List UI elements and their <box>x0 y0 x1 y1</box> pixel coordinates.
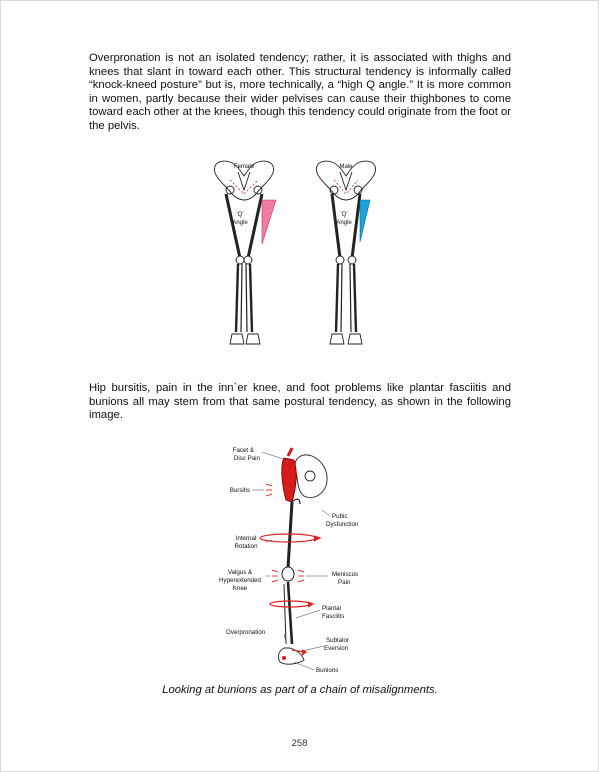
male-label: Male <box>339 164 353 170</box>
q-angle-figure <box>200 150 400 352</box>
label-bursitis: Bursitis <box>229 487 250 494</box>
misalignment-chain-figure <box>200 438 400 678</box>
label-facet-1: Facet & <box>232 447 254 454</box>
male-skeleton <box>316 161 375 344</box>
label-bunions: Bunions <box>316 667 339 674</box>
leg-bones <box>278 499 304 664</box>
figure-caption: Looking at bunions as part of a chain of misalignments. <box>162 684 438 696</box>
female-label: Female <box>233 164 255 170</box>
female-q-label: 'Q' <box>236 212 244 218</box>
male-q-label: 'Q' <box>340 212 348 218</box>
label-valgus-3: Knee <box>232 585 248 592</box>
label-subtalor-2: Eversion <box>324 645 349 652</box>
label-valgus-1: Valgus & <box>227 569 253 576</box>
label-valgus-2: Hyperextended <box>219 577 261 584</box>
label-overpronation: Overpronation <box>226 629 266 636</box>
paragraph-overpronation: Overpronation is not an isolated tendency; rather, it is associated with thighs and knees that slant in toward each other. This structural tendency is informally called “knock-kneed posture” but is, more technically, a “high Q angle.” It is more common in women, partly because their wider pelvises can cause their thighbones to come toward each other at the knees, though this tendency could originate from the foot or the pelvis. <box>89 52 512 132</box>
label-plantar-1: Plantar <box>322 605 342 612</box>
female-q-angle-wedge <box>262 200 276 244</box>
male-angle-label: Angle <box>336 220 352 226</box>
label-plantar-2: Fasciitis <box>322 613 345 620</box>
male-q-angle-wedge <box>360 200 370 242</box>
label-meniscus-2: Pain <box>338 579 351 586</box>
pain-marks <box>266 484 304 582</box>
female-skeleton <box>214 161 273 344</box>
label-pubic-2: Dysfunction <box>326 521 359 528</box>
female-angle-label: Angle <box>232 220 248 226</box>
label-pubic-1: Pubic <box>332 513 348 520</box>
label-meniscus-1: Meniscus <box>332 571 359 578</box>
label-internal-1: Internal <box>235 535 257 542</box>
page-number: 258 <box>291 738 308 749</box>
label-subtalor-1: Subtalor <box>326 637 350 644</box>
pelvis-illustration <box>282 448 327 502</box>
paragraph-bursitis: Hip bursitis, pain in the inn`er knee, and foot problems like plantar fasciitis and bunions all may stem from that same postural tendency, as shown in the following image. <box>89 382 511 422</box>
label-facet-2: Disc Pain <box>233 455 260 462</box>
label-internal-2: Rotation <box>234 543 258 550</box>
